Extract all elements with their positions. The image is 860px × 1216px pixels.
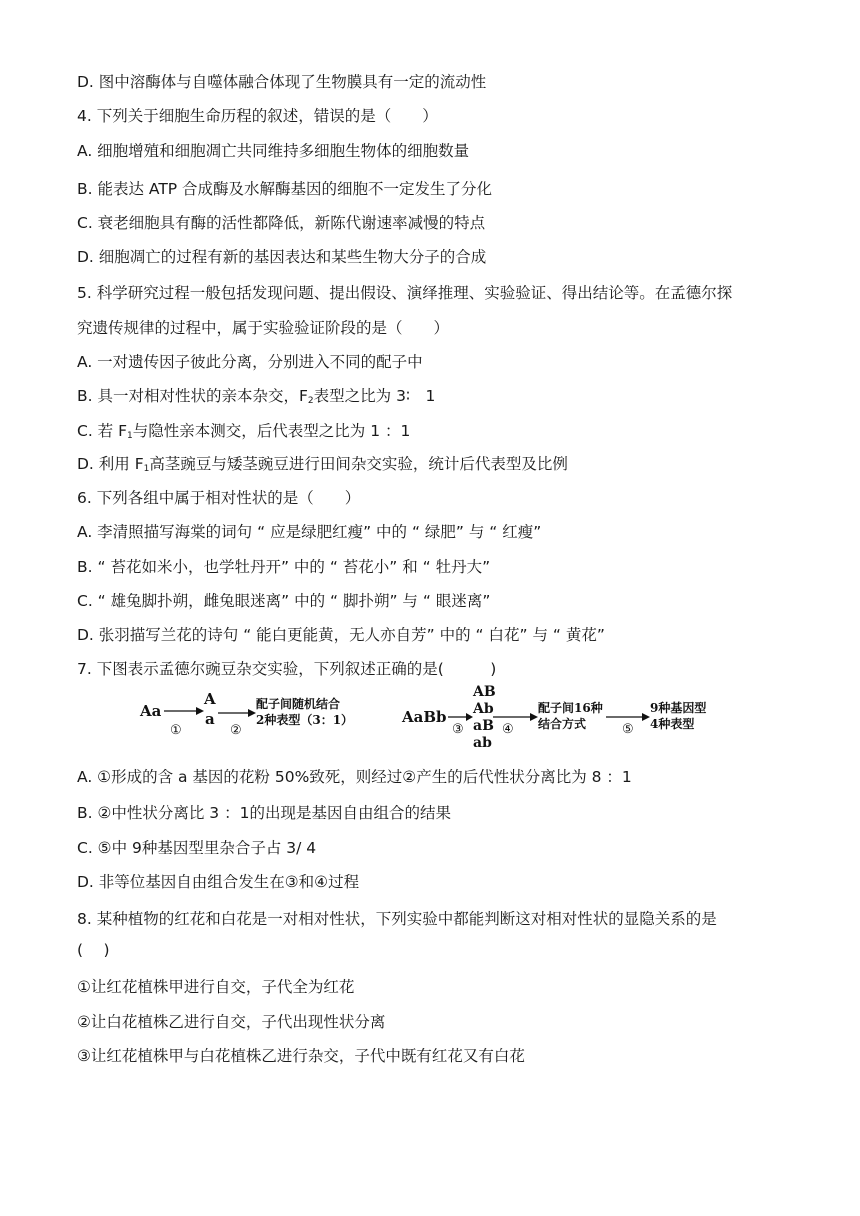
gamete-ab-3: aB <box>473 718 494 734</box>
arrow-4-head <box>530 713 538 721</box>
option-7d: D. 非等位基因自由组合发生在③和④过程 <box>77 873 360 891</box>
option-5d-subscript: 1 <box>143 464 150 474</box>
left-result-line1: 配子间随机结合 <box>256 697 341 711</box>
option-5a: A. 一对遗传因子彼此分离，分别进入不同的配子中 <box>77 353 423 371</box>
right-result-line2: 4种表型 <box>650 717 695 731</box>
right-result-line1: 9种基因型 <box>650 701 707 715</box>
arrow-5-head <box>642 713 650 721</box>
gamete-a-lower: a <box>205 710 215 728</box>
option-3d: D. 图中溶酶体与自噬体融合体现了生物膜具有一定的流动性 <box>77 73 487 91</box>
gamete-ab-1: AB <box>473 684 496 700</box>
option-5b-text-after: 表型之比为 3∶ 1 <box>313 387 436 405</box>
step-4-label: ④ <box>502 722 514 737</box>
mendel-cross-diagram <box>130 680 730 752</box>
option-5d-text-after: 高茎豌豆与矮茎豌豆进行田间杂交实验，统计后代表型及比例 <box>149 455 568 473</box>
option-7a: A. ①形成的含 a 基因的花粉 50%致死，则经过②产生的后代性状分离比为 8 ：1 <box>77 768 632 786</box>
arrow-1-head <box>196 707 204 715</box>
option-4a: A. 细胞增殖和细胞凋亡共同维持多细胞生物体的细胞数量 <box>77 142 470 160</box>
statement-8-3: ③让红花植株甲与白花植株乙进行杂交，子代中既有红花又有白花 <box>77 1047 525 1065</box>
right-mid-line1: 配子间16种 <box>538 701 603 715</box>
step-2-label: ② <box>230 723 242 738</box>
option-5d-text-before: D. 利用 F <box>77 455 144 473</box>
option-7c: C. ⑤中 9种基因型里杂合子占 3/ 4 <box>77 839 317 857</box>
option-5b-text-before: B. 具一对相对性状的亲本杂交，F <box>77 387 308 405</box>
option-6b: B. “ 苔花如米小，也学牡丹开” 中的 “ 苔花小” 和 “ 牡丹大” <box>77 558 491 576</box>
statement-8-2: ②让白花植株乙进行自交，子代出现性状分离 <box>77 1013 386 1031</box>
gamete-ab-4: ab <box>473 735 492 751</box>
gamete-ab-2: Ab <box>473 701 494 717</box>
statement-8-1: ①让红花植株甲进行自交，子代全为红花 <box>77 978 355 996</box>
step-5-label: ⑤ <box>622 722 634 737</box>
option-5c <box>77 421 410 446</box>
step-1-label: ① <box>170 723 182 738</box>
right-mid-line2: 结合方式 <box>538 717 587 731</box>
parent-aabb: AaBb <box>402 708 447 726</box>
option-5c-text-after: 与隐性亲本测交，后代表型之比为 1 ：1 <box>132 422 411 440</box>
option-6c: C. “ 雄兔脚扑朔，雌兔眼迷离” 中的 “ 脚扑朔” 与 “ 眼迷离” <box>77 592 491 610</box>
parent-aa: Aa <box>140 702 162 720</box>
question-7: 7. 下图表示孟德尔豌豆杂交实验，下列叙述正确的是( ) <box>77 660 497 678</box>
option-6a: A. 李清照描写海棠的词句 “ 应是绿肥红瘦” 中的 “ 绿肥” 与 “ 红瘦” <box>77 523 542 541</box>
left-result-line2: 2种表型（3：1） <box>256 713 354 727</box>
question-6: 6. 下列各组中属于相对性状的是（ ） <box>77 489 361 507</box>
arrow-3-head <box>466 713 473 721</box>
question-4: 4. 下列关于细胞生命历程的叙述，错误的是（ ） <box>77 107 438 125</box>
option-5b <box>77 386 435 411</box>
option-4b: B. 能表达 ATP 合成酶及水解酶基因的细胞不一定发生了分化 <box>77 180 493 198</box>
question-5-line1: 5. 科学研究过程一般包括发现问题、提出假设、演绎推理、实验验证、得出结论等。在孟德尔探 <box>77 284 733 302</box>
question-5-line2: 究遗传规律的过程中，属于实验验证阶段的是（ ） <box>77 319 450 337</box>
option-5c-subscript: 1 <box>127 431 133 441</box>
option-4d: D. 细胞凋亡的过程有新的基因表达和某些生物大分子的合成 <box>77 248 487 266</box>
option-4c: C. 衰老细胞具有酶的活性都降低，新陈代谢速率减慢的特点 <box>77 214 486 232</box>
gamete-a-upper: A <box>204 690 216 708</box>
option-5d <box>77 454 568 479</box>
question-8-line1: 8. 某种植物的红花和白花是一对相对性状，下列实验中都能判断这对相对性状的显隐关系的是 <box>77 910 717 928</box>
step-3-label: ③ <box>452 722 464 737</box>
option-5c-text-before: C. 若 F <box>77 422 128 440</box>
option-7b: B. ②中性状分离比 3 ：1的出现是基因自由组合的结果 <box>77 804 451 822</box>
option-5b-subscript: 2 <box>307 396 314 406</box>
option-6d: D. 张羽描写兰花的诗句 “ 能白更能黄，无人亦自芳” 中的 “ 白花” 与 “ 黄花” <box>77 626 605 644</box>
arrow-2-head <box>248 709 256 717</box>
question-8-line2: ( ) <box>77 941 110 959</box>
